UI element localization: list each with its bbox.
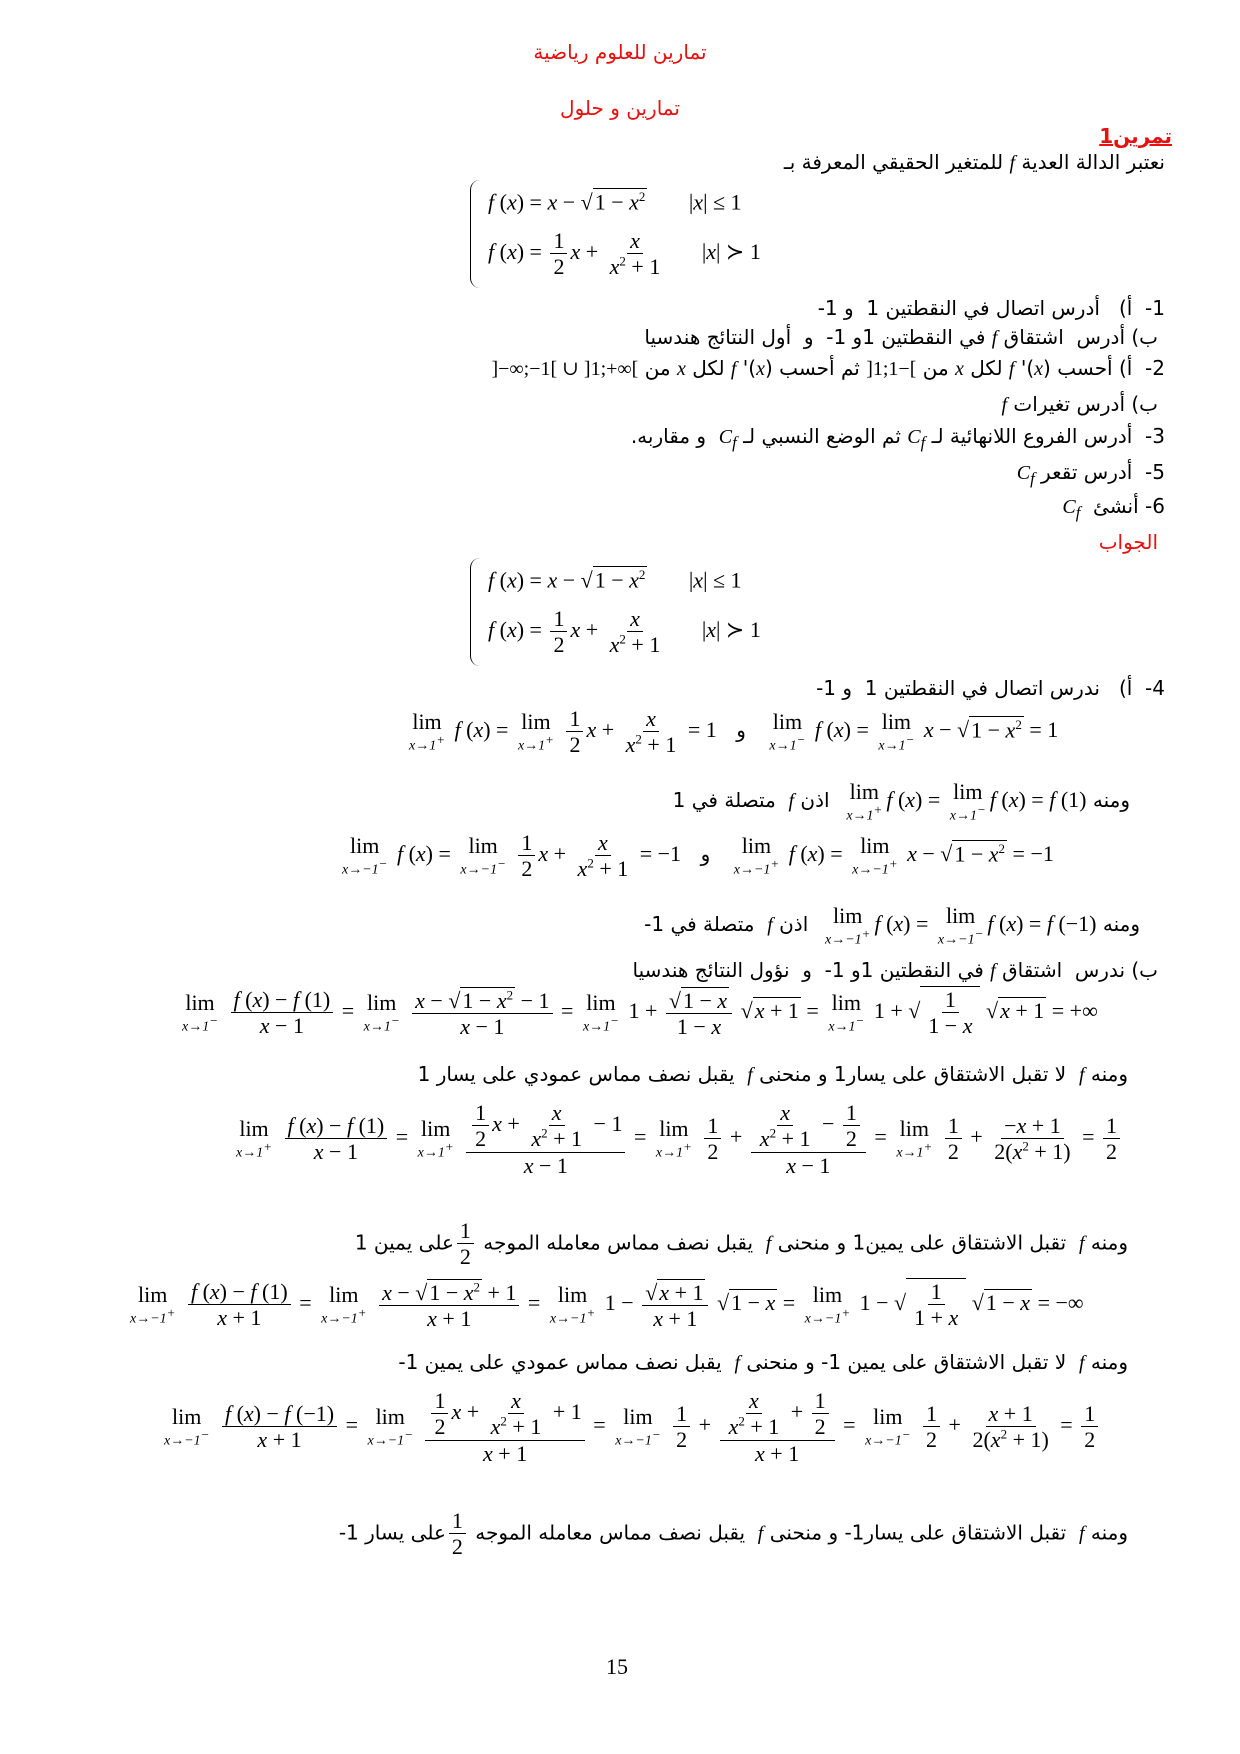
derivative-right-1: lim x→1+ $\frac{f (x) - f (1)}{x - 1}$ = lim x→1+ $\frac{1}{2}$ x + $\frac{x}{x^2 + 1}$ − 1 x − 1 = lim x→1+ $\frac{1}{2}$ + $\frac{x}{x^2 + 1}$ − $\frac{1}{2}$ x − 1 = lim x→1+ $\frac{1}{2}$ + $\frac{-x + 1}{2(x^2 + 1)}$ = $\frac{1}{2}$ <box>232 1100 1123 1178</box>
question-6: 6- أنشئ $C_f$ <box>1062 494 1165 522</box>
conclusion-1: ومنه lim x→1+ f (x) = lim x→1− f (x) = f (1) اذن f متصلة في 1 <box>672 779 1130 824</box>
question-2b: ب) أدرس تغيرات f <box>1001 392 1158 416</box>
conclusion-2: ومنه lim x→−1+ f (x) = lim x→−1− f (x) = f (−1) اذن f متصلة في 1- <box>644 903 1140 948</box>
piecewise-brace-2 <box>470 558 485 666</box>
result-1: ومنه f لا تقبل الاشتقاق على يسار1 و منحنى f يقبل نصف مماس عمودي على يسار 1 <box>417 1062 1128 1086</box>
piecewise-line-2: f (x) = $\frac{1}{2}$ x + $\frac{x}{x^2 + 1}$ |x| ≻ 1 <box>488 228 761 280</box>
piecewise-line-1: f $(x) = x - √1 - x^2$ |x| ≤ 1 <box>488 189 742 215</box>
page-number: 15 <box>606 1654 628 1679</box>
answer-label: الجواب <box>1098 530 1158 554</box>
derivative-left-1: lim x→1− $\frac{f (x) - f (1)}{x - 1}$ = lim x→1− $\frac{x - √1 - x^2 - 1}{x - 1}$ = lim x→1− 1 + $\frac{√1 - x}{1 - x}$ √x + 1 = lim x→1− 1 + √ $\frac{1}{1 - x}$ √x + 1 = +∞ <box>182 987 1098 1039</box>
exercise-heading: تمرين1 <box>1099 124 1172 148</box>
page-title: تمارين للعلوم رياضية <box>533 40 707 64</box>
question-2a: 2- أ) أحسب f '(x) لكل x من ]−1;1[ ثم أحسب f '(x) لكل x من ]−∞;−1[ ∪ ]1;+∞[ <box>491 356 1165 380</box>
piecewise2-line-1: f $(x) = x - √1 - x^2$ |x| ≤ 1 <box>488 567 742 593</box>
question-1a: 1- أ) أدرس اتصال في النقطتين 1 و 1- <box>817 296 1165 320</box>
limit-eq-1: lim x→1+ f (x) = lim x→1+ $\frac{1}{2}$ x + $\frac{x}{x^2 + 1}$ = 1 و lim x→1− f (x) = lim x→1− $x - √1 - x^2 = 1$ <box>409 706 1059 758</box>
page-subtitle: تمارين و حلول <box>560 96 680 120</box>
answer-b: ب) ندرس اشتقاق f في النقطتين 1و 1- و نؤول النتائج هندسيا <box>632 958 1158 982</box>
question-3: 3- أدرس الفروع اللانهائية لـ $C_f$ ثم الوضع النسبي لـ $C_f$ و مقاربه. <box>630 424 1165 452</box>
limit-eq-2: lim x→−1− f (x) = lim x→−1− $\frac{1}{2}$ x + $\frac{x}{x^2 + 1}$ = −1 و lim x→−1+ f (x) = lim x→−1+ $x - √1 - x^2 = -1$ <box>342 830 1054 882</box>
piecewise2-line-2: f (x) = $\frac{1}{2}$ x + $\frac{x}{x^2 + 1}$ |x| ≻ 1 <box>488 606 761 658</box>
derivative-right-minus1: lim x→−1+ $\frac{f (x) - f (1)}{x + 1}$ = lim x→−1+ $\frac{x - √1 - x^2 + 1}{x + 1}$ = lim x→−1+ 1 − $\frac{√x + 1}{x + 1}$ √1 − x = lim x→−1+ 1 − √ $\frac{1}{1 + x}$ √1 − x = −∞ <box>130 1279 1084 1331</box>
piecewise-brace <box>470 180 485 288</box>
question-5: 5- أدرس تقعر $C_f$ <box>1016 460 1165 488</box>
derivative-left-minus1: lim x→−1− $\frac{f (x) - f (-1)}{x + 1}$ = lim x→−1− $\frac{1}{2}$ x + $\frac{x}{x^2 + 1}$ + 1 x + 1 = lim x→−1− $\frac{1}{2}$ + $\frac{x}{x^2 + 1}$ + $\frac{1}{2}$ x + 1 = lim x→−1− $\frac{1}{2}$ + $\frac{x + 1}{2(x^2 + 1)}$ = $\frac{1}{2}$ <box>160 1388 1101 1466</box>
result-4: ومنه f تقبل الاشتقاق على يسار1- و منحنى f يقبل نصف مماس معامله الموجه $\frac{1}{2}$ على يسار 1- <box>338 1508 1128 1560</box>
result-3: ومنه f لا تقبل الاشتقاق على يمين 1- و منحنى f يقبل نصف مماس عمودي على يمين 1- <box>398 1350 1128 1374</box>
question-1b: ب) أدرس اشتقاق f في النقطتين 1و 1- و أول النتائج هندسيا <box>644 325 1158 349</box>
exercise-intro: نعتبر الدالة العدية f للمتغير الحقيقي المعرفة بـ <box>783 150 1165 174</box>
result-2: ومنه f تقبل الاشتقاق على يمين1 و منحنى f يقبل نصف مماس معامله الموجه $\frac{1}{2}$ على يمين 1 <box>354 1218 1128 1270</box>
answer-4a: 4- أ) ندرس اتصال في النقطتين 1 و 1- <box>816 676 1165 700</box>
